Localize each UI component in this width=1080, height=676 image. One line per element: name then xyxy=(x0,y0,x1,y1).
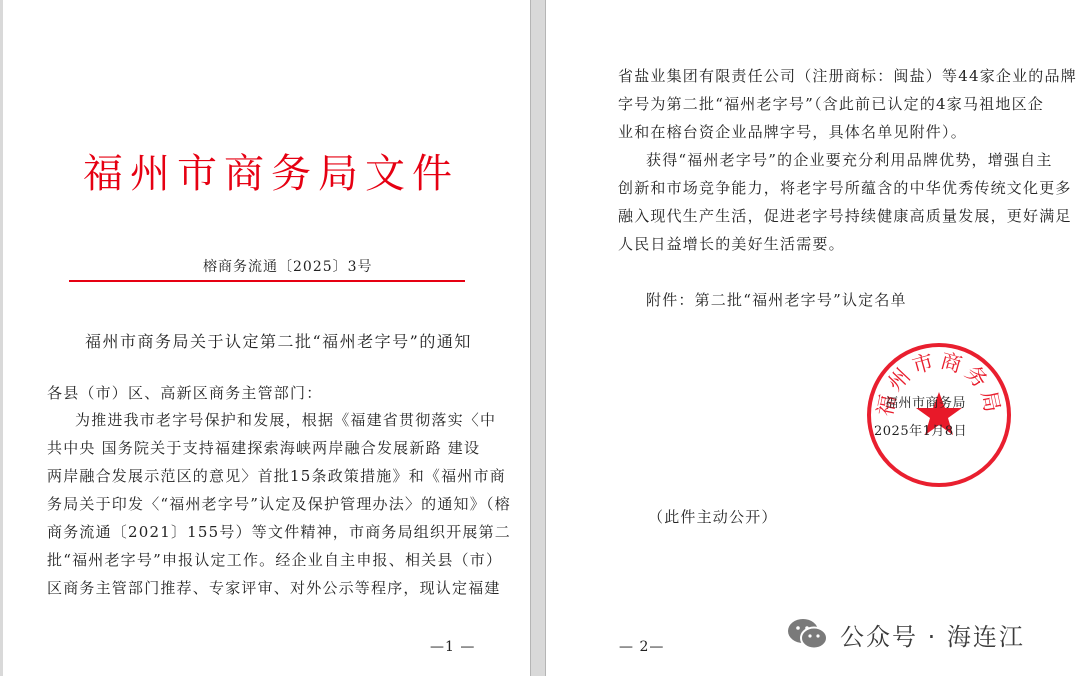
watermark-text: 公众号 · 海连江 xyxy=(840,622,1025,651)
body-line: 获得“福州老字号”的企业要充分利用品牌优势，增强自主 xyxy=(646,151,1053,169)
seal-arc-text: 福州市商务局 xyxy=(872,348,1006,419)
red-divider-line xyxy=(69,280,465,282)
body-line: 区商务主管部门推荐、专家评审、对外公示等程序，现认定福建 xyxy=(47,579,501,597)
document-number: 榕商务流通〔2025〕3号 xyxy=(203,259,373,275)
signature-date: 2025年1月8日 xyxy=(874,424,968,439)
body-line: 业和在榕台资企业品牌字号，具体名单见附件）。 xyxy=(618,123,967,141)
body-line: 商务流通〔2021〕155号）等文件精神，市商务局组织开展第二 xyxy=(47,523,512,541)
public-notice: （此件主动公开） xyxy=(648,508,778,526)
document-page-1 xyxy=(3,0,530,676)
attachment-line: 附件：第二批“福州老字号”认定名单 xyxy=(646,291,907,309)
signature-org: 福州市商务局 xyxy=(885,396,967,411)
body-line: 两岸融合发展示范区的意见〉首批15条政策措施》和《福州市商 xyxy=(47,467,506,485)
page-divider-left xyxy=(530,0,531,676)
body-line: 批“福州老字号”申报认定工作。经企业自主申报、相关县（市） xyxy=(47,551,503,569)
document-header-title: 福州市商务局文件 xyxy=(83,151,459,197)
body-line: 创新和市场竞争能力，将老字号所蕴含的中华优秀传统文化更多 xyxy=(618,179,1072,197)
body-line: 字号为第二批“福州老字号”（含此前已认定的4家马祖地区企 xyxy=(618,95,1044,113)
body-line: 省盐业集团有限责任公司（注册商标：闽盐）等44家企业的品牌 xyxy=(618,67,1077,85)
wechat-icon xyxy=(786,616,830,652)
body-line: 为推进我市老字号保护和发展，根据《福建省贯彻落实〈中 xyxy=(75,411,497,429)
page-number: —1 — xyxy=(430,639,476,655)
body-line: 共中央 国务院关于支持福建探索海峡两岸融合发展新路 建设 xyxy=(47,439,481,457)
wechat-watermark xyxy=(786,614,1025,654)
body-line: 融入现代生产生活，促进老字号持续健康高质量发展，更好满足 xyxy=(618,207,1072,225)
document-page-2 xyxy=(546,0,1080,676)
body-line: 务局关于印发〈“福州老字号”认定及保护管理办法〉的通知》（榕 xyxy=(47,495,511,513)
body-line: 人民日益增长的美好生活需要。 xyxy=(618,235,845,253)
addressee-line: 各县（市）区、高新区商务主管部门： xyxy=(47,384,323,402)
official-seal xyxy=(864,340,1014,490)
page-number: — 2— xyxy=(619,639,665,655)
notice-title: 福州市商务局关于认定第二批“福州老字号”的通知 xyxy=(85,332,472,351)
